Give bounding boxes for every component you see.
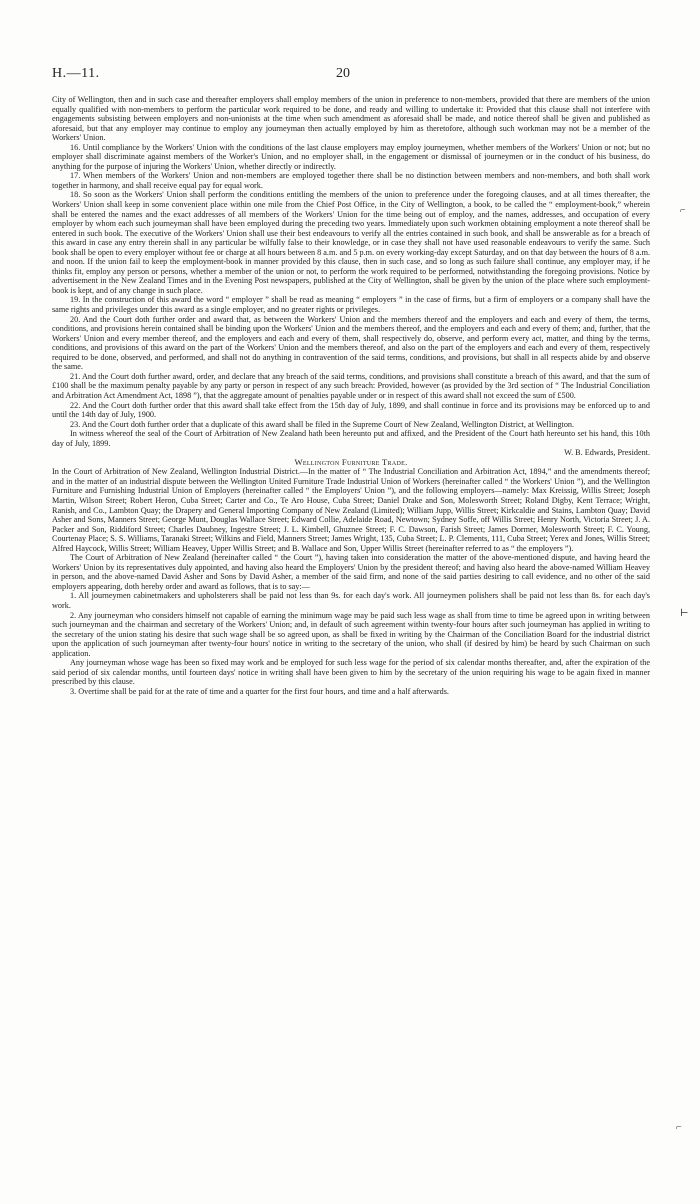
paragraph: 16. Until compliance by the Workers' Union with the conditions of the last clause employers may employ journeymen, whether members of the Workers' Union or not; but no employer shall discriminate against members of the Worker's Union, and no employer shall, in the engagement or dismissal of journeymen or in the conduct of his business, do anything for the purpose of injuring the Workers' Union, whether directly or indirectly. [52,142,650,171]
margin-mark: ⌐ [676,1122,682,1133]
case-intro: In the Court of Arbitration of New Zealand, Wellington Industrial District.—In the matter of “ The Industrial Conciliation and Arbitration Act, 1894,” and the amendments thereof; and in the matter of an industrial dispute between the Wellington United Furniture Trade Industrial Union of Workers (hereinafter called “ the Workers' Union ”), and the Wellington Furniture and Furnishing Industrial Union of Employers (hereinafter called “ the Employers' Union ”), and the following employers—namely: Max Kreissig, Willis Street; Joseph Martin, Wilson Street; Robert Heron, Cuba Street; Carter and Co., Te Aro House, Cuba Street; Daniel Drake and Son, Molesworth Street; Roland Digby, Kent Terrace; Wright, Ranish, and Co., Lambton Quay; the Drapery and General Importing Company of New Zealand (Limited); William Jupp, Willis Street; Kirkcaldie and Stains, Lambton Quay; David Asher and Sons, Manners Street; George Munt, Douglas Wallace Street; Edward Collie, Adelaide Road, Newtown; Sydney Soffe, off Willis Street; Henry North, Victoria Street; J. A. Packer and Son, Riddiford Street; Charles Daubney, Ingestre Street; J. L. Kimbell, Ghuznee Street; F. C. Dawson, Farish Street; James Dormer, Molesworth Street; F. C. Young, Courtenay Place; S. S. Williams, Taranaki Street; Wilkins and Field, Manners Street; James Wright, 135, Cuba Street; L. P. Clements, 111, Cuba Street; Yerex and Jones, Willis Street; Alfred Haycock, Willis Street; William Heavey, Upper Willis Street; and B. Wallace and Son, Upper Willis Street (hereinafter referred to as “ the employers ”). [52,467,650,553]
page-number: 20 [336,66,350,81]
page-header [0,66,700,86]
paragraph: 1. All journeymen cabinetmakers and upholsterers shall be paid not less than 9s. for each day's work. All journeymen polishers shall be paid not less than 8s. for each day's work. [52,591,650,610]
paragraph: 17. When members of the Workers' Union and non-members are employed together there shall be no distinction between members and non-members, and both shall work together in harmony, and shall receive equal pay for equal work. [52,171,650,190]
signature: W. B. Edwards, President. [564,448,650,458]
document-body [52,95,650,696]
paragraph: The Court of Arbitration of New Zealand (hereinafter called “ the Court ”), having taken into consideration the matter of the above-mentioned dispute, and having heard the Workers' Union by its representatives duly appointed, and having also heard the Employers' Union by the president thereof; and having also heard the above-named William Heavey in person, and the above-named David Asher and Sons by David Asher, a member of the said firm, and none of the said parties desiring to call evidence, and no other of the said employers appearing, doth hereby order and award as follows, that is to say:— [52,553,650,591]
paragraph: 22. And the Court doth further order that this award shall take effect from the 15th day of July, 1899, and shall continue in force and its provisions may be enforced up to and until the 14th day of July, 1900. [52,400,650,420]
award-clauses-bottom [52,553,650,696]
paragraph: 23. And the Court doth further order that a duplicate of this award shall be filed in the Supreme Court of New Zealand, Wellington District, at Wellington. [70,419,575,429]
paragraph: Any journeyman whose wage has been so fixed may work and be employed for such less wage for the period of six calendar months thereafter, and, after the expiration of the said period of six calendar months, until fourteen days' notice in writing shall have been given to him by the secretary of the union requiring his wage to be again fixed in manner prescribed by this clause. [52,658,650,687]
paragraph: 20. And the Court doth further order and award that, as between the Workers' Union and the members thereof and the employers and each and every of them, the terms, conditions, and provisions herein contained shall be binding upon the Workers' Union and the members thereof, and the employers and each and every of them; and, further, that the Workers' Union and every member thereof, and the employers and each and every of them, shall respectively do, observe, and perform every act, matter, and thing by the terms, conditions, and provisions of this award on the part of the Workers' Union and the members thereof, and also on the part of the employers and each and every of them, respectively required to be done, observed, and performed, and shall not do anything in contravention of the said terms, conditions, and provisions, but shall in all respects abide by and observe the same. [52,314,650,372]
margin-mark: ⊢ [680,608,689,619]
paragraph: 2. Any journeyman who considers himself not capable of earning the minimum wage may be paid such less wage as shall from time to time be agreed upon in writing between such journeyman and the chairman and secretary of the Workers' Union; and, in default of such agreement within twenty-four hours after such journeyman has applied in writing to the secretary of the union stating his desire that such wage shall be so agreed upon, as shall be fixed in writing by the Chairman of the Conciliation Board for the industrial district upon the application of such journeyman after twenty-four hours' notice in writing to the secretary of the union, who shall (if desired by him) be heard by such Chairman on such application. [52,610,650,658]
paragraph: 18. So soon as the Workers' Union shall perform the conditions entitling the members of the union to preference under the foregoing clauses, and at all times thereafter, the Workers' Union shall keep in some convenient place within one mile from the Chief Post Office, in the City of Wellington, a book, to be called the “ employment-book,” wherein shall be entered the names and the exact addresses of all members of the Workers' Union for the time being out of employ, and the names, addresses, and occupation of every employer by whom each such journeyman shall have been employed during the preceding two years. Immediately upon such workmen obtaining employment a note thereof shall be entered in such book. The executive of the Workers' Union shall use their best endeavours to verify all the entries contained in such book, and shall be answerable as for a breach of this award in case any entry therein shall in any particular be wilfully false to their knowledge, or in case they shall not have used reasonable endeavours to verify the same. Such book shall be open to every employer without fee or charge at all hours between 8 a.m. and 5 p.m. on every working-day except Saturday, and on that day between the hours of 8 a.m. and noon. If the union fail to keep the employment-book in manner provided by this clause, then in such case, and so long as such failure shall continue, any employer may, if he thinks fit, employ any person or persons, whether a member of the union or not, to perform the work required to be performed, notwithstanding the foregoing provisions. Notice by advertisement in the New Zealand Times and in the Evening Post newspapers, published at the City of Wellington, shall be given by the union of the place where such employment-book is kept, and of any change in such place. [52,190,650,295]
section-title: Wellington Furniture Trade. [294,456,408,467]
award-clauses-top [52,95,650,448]
paragraph: City of Wellington, then and in such case and thereafter employers shall employ members of the union in preference to non-members, provided that there are members of the union equally qualified with non-members to perform the particular work required to be done, and ready and willing to undertake it: Provided that this clause shall not interfere with engagements subsisting between employers and non-unionists at the time when such amendment as aforesaid shall be made, and notice thereof shall be given and published as aforesaid, but that any employer may continue to employ any journeyman then actually employed by him as theretofore, although such workman may not be a member of the Workers' Union. [52,95,650,143]
paragraph: 3. Overtime shall be paid for at the rate of time and a quarter for the first four hours, and time and a half afterwards. [70,686,449,696]
paragraph: 19. In the construction of this award the word “ employer ” shall be read as meaning “ employers ” in the case of firms, but a firm of employers or a company shall have the same rights and privileges under this award as a single employer, and no greater rights or privileges. [52,295,650,315]
paragraph: In witness whereof the seal of the Court of Arbitration of New Zealand hath been hereunto put and affixed, and the President of the Court hath hereunto set his hand, this 10th day of July, 1899. [52,429,650,448]
margin-mark: ⌐ [680,205,686,216]
paragraph: 21. And the Court doth further award, order, and declare that any breach of the said terms, conditions, and provisions shall constitute a breach of this award, and that the sum of £100 shall be the maximum penalty payable by any party or person in respect of any such breach: Provided, however (as provided by the 3rd section of “ The Industrial Conciliation and Arbitration Act Amendment Act, 1898 ”), that the aggregate amount of penalties payable under or in respect of this award shall not exceed the sum of £500. [52,371,650,400]
document-code: H.—11. [52,66,100,81]
